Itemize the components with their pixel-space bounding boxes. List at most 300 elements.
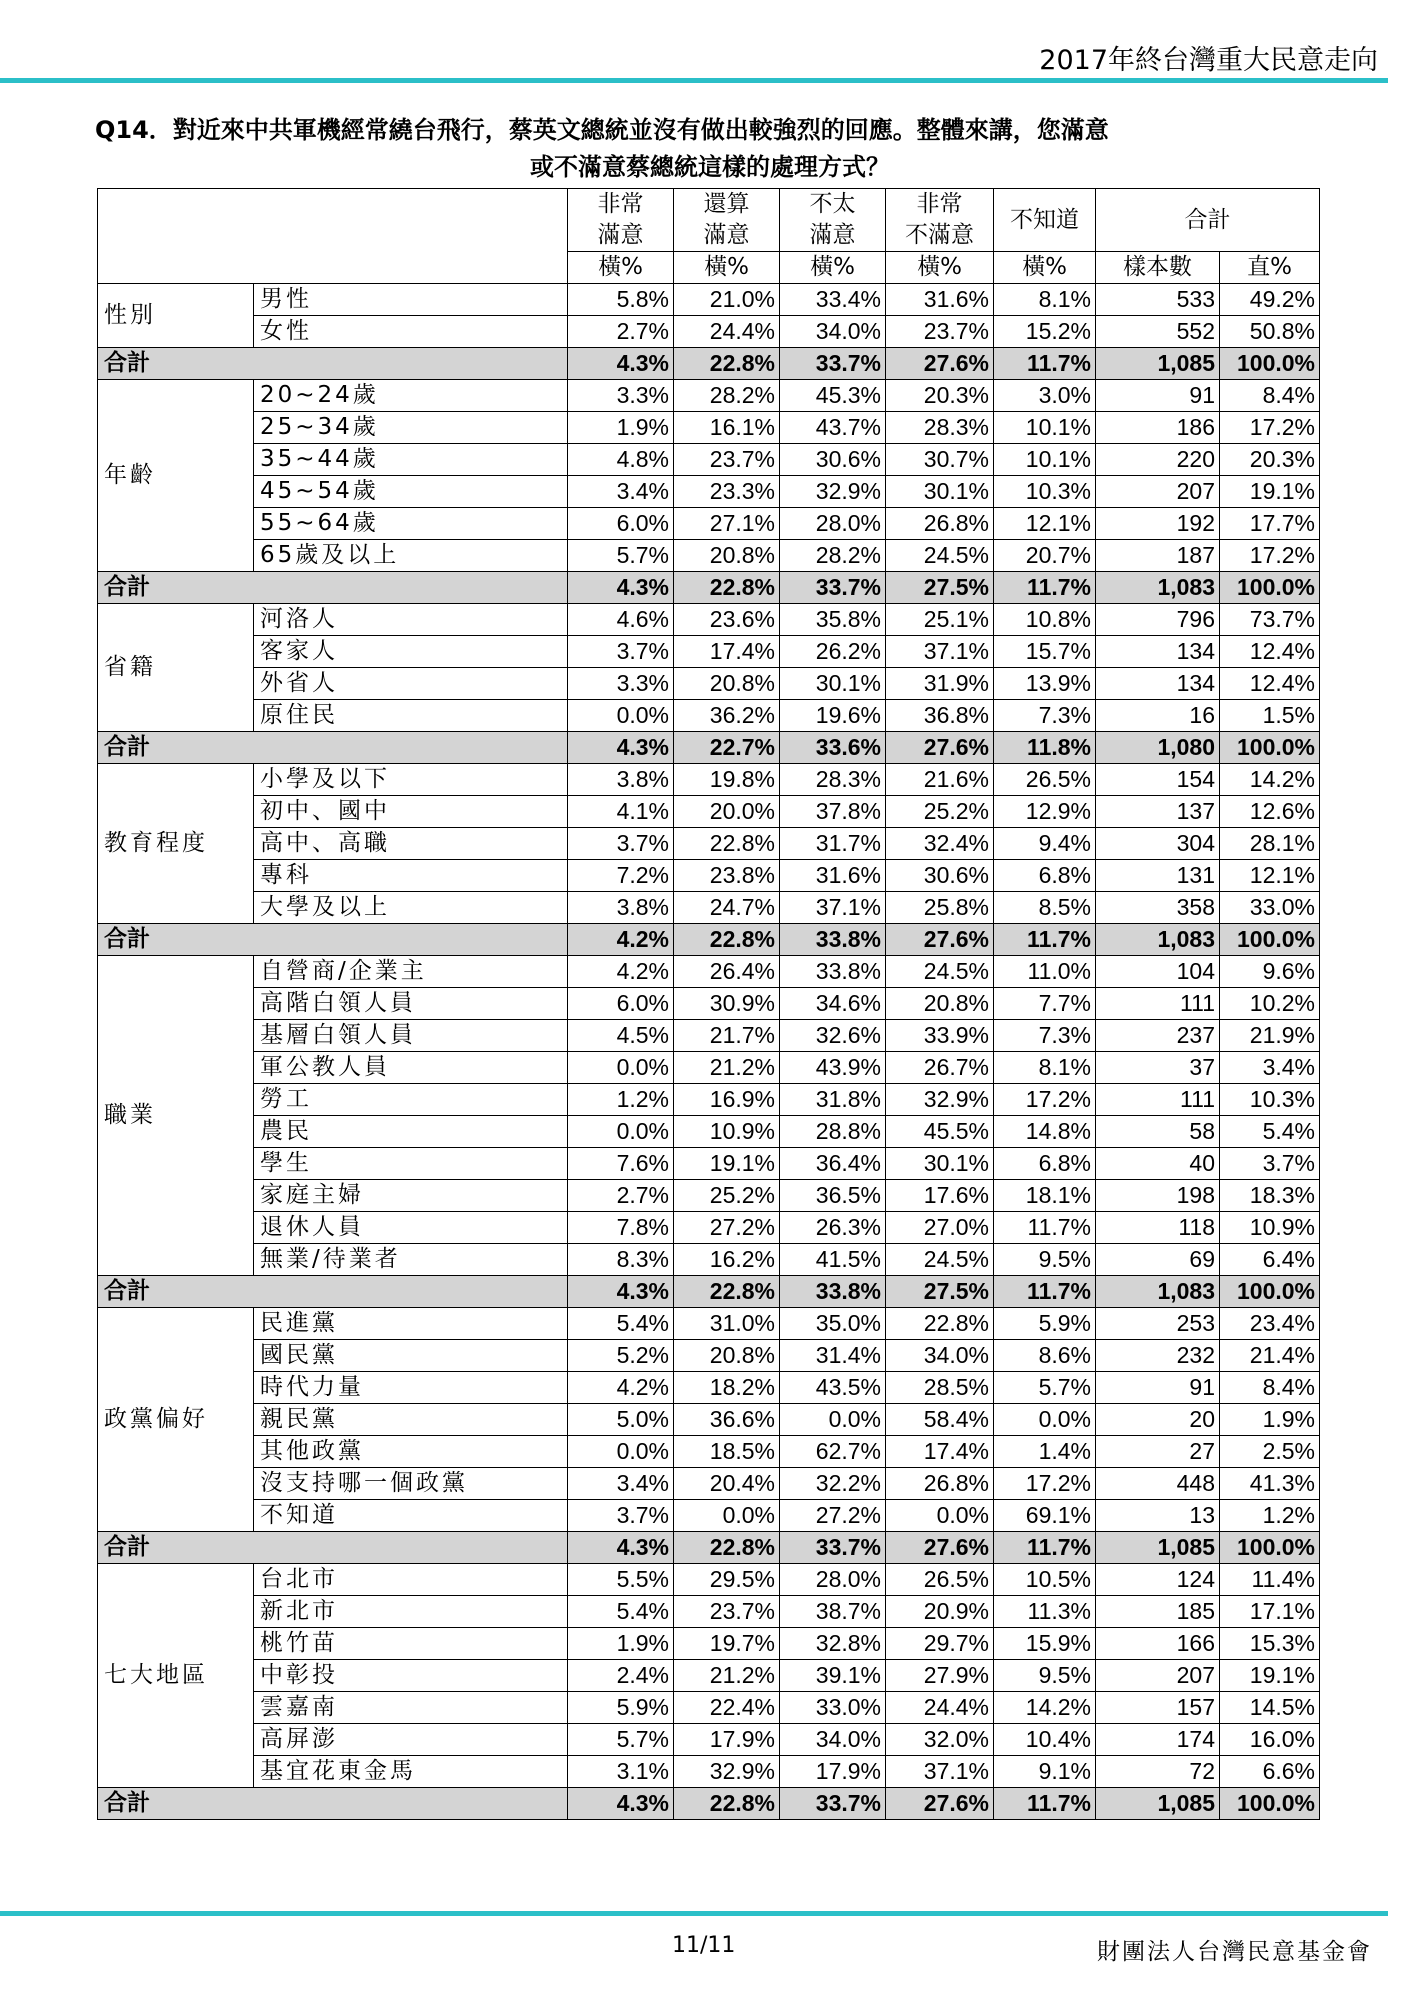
column-subheader: 橫% <box>994 252 1096 284</box>
row-label: 沒支持哪一個政黨 <box>254 1468 568 1500</box>
total-cell: 27.6% <box>886 924 994 956</box>
table-cell: 40 <box>1096 1148 1220 1180</box>
table-cell: 124 <box>1096 1564 1220 1596</box>
table-cell: 34.0% <box>780 1724 886 1756</box>
table-row <box>98 1308 1320 1340</box>
table-cell: 4.2% <box>568 1372 674 1404</box>
row-label: 軍公教人員 <box>254 1052 568 1084</box>
table-cell: 20.9% <box>886 1596 994 1628</box>
table-cell: 32.2% <box>780 1468 886 1500</box>
row-label: 大學及以上 <box>254 892 568 924</box>
table-row <box>98 668 1320 700</box>
row-label: 外省人 <box>254 668 568 700</box>
row-label: 其他政黨 <box>254 1436 568 1468</box>
table-cell: 29.5% <box>674 1564 780 1596</box>
column-header <box>1096 189 1320 252</box>
table-cell: 24.5% <box>886 956 994 988</box>
table-cell: 17.2% <box>1220 412 1320 444</box>
table-cell: 58.4% <box>886 1404 994 1436</box>
table-cell: 30.7% <box>886 444 994 476</box>
row-label: 55~64歲 <box>254 508 568 540</box>
total-cell: 22.7% <box>674 732 780 764</box>
table-cell: 0.0% <box>568 1116 674 1148</box>
table-cell: 533 <box>1096 284 1220 316</box>
row-label: 雲嘉南 <box>254 1692 568 1724</box>
table-cell: 14.2% <box>994 1692 1096 1724</box>
total-cell: 11.7% <box>994 1788 1096 1820</box>
total-cell: 22.8% <box>674 1788 780 1820</box>
column-header-text: 不知道 <box>1010 206 1079 233</box>
table-cell: 6.0% <box>568 508 674 540</box>
total-cell: 4.3% <box>568 348 674 380</box>
total-cell: 27.6% <box>886 1788 994 1820</box>
total-cell: 4.3% <box>568 1532 674 1564</box>
table-cell: 23.6% <box>674 604 780 636</box>
table-cell: 304 <box>1096 828 1220 860</box>
table-cell: 27 <box>1096 1436 1220 1468</box>
table-cell: 27.9% <box>886 1660 994 1692</box>
column-subheader: 橫% <box>886 252 994 284</box>
table-cell: 37.1% <box>886 636 994 668</box>
table-cell: 17.4% <box>886 1436 994 1468</box>
total-row <box>98 924 1320 956</box>
table-cell: 26.3% <box>780 1212 886 1244</box>
table-cell: 20.4% <box>674 1468 780 1500</box>
row-label: 國民黨 <box>254 1340 568 1372</box>
table-cell: 5.0% <box>568 1404 674 1436</box>
total-cell: 33.7% <box>780 348 886 380</box>
table-cell: 24.4% <box>886 1692 994 1724</box>
table-cell: 14.8% <box>994 1116 1096 1148</box>
table-cell: 23.7% <box>674 1596 780 1628</box>
row-label: 家庭主婦 <box>254 1180 568 1212</box>
table-cell: 29.7% <box>886 1628 994 1660</box>
total-cell: 1,085 <box>1096 348 1220 380</box>
table-cell: 8.1% <box>994 284 1096 316</box>
table-cell: 2.5% <box>1220 1436 1320 1468</box>
table-cell: 18.3% <box>1220 1180 1320 1212</box>
table-cell: 18.2% <box>674 1372 780 1404</box>
table-cell: 16.9% <box>674 1084 780 1116</box>
table-cell: 32.9% <box>780 476 886 508</box>
table-cell: 20.3% <box>1220 444 1320 476</box>
table-cell: 0.0% <box>994 1404 1096 1436</box>
table-cell: 14.5% <box>1220 1692 1320 1724</box>
total-cell: 11.7% <box>994 348 1096 380</box>
column-header-text: 不滿意 <box>905 222 974 248</box>
group-label: 省籍 <box>98 604 254 732</box>
total-row <box>98 1532 1320 1564</box>
column-header-text: 還算 <box>703 191 750 217</box>
table-cell: 17.6% <box>886 1180 994 1212</box>
table-cell: 19.8% <box>674 764 780 796</box>
table-cell: 25.2% <box>674 1180 780 1212</box>
total-cell: 100.0% <box>1220 348 1320 380</box>
table-cell: 187 <box>1096 540 1220 572</box>
total-label: 合計 <box>98 924 568 956</box>
table-cell: 28.0% <box>780 1564 886 1596</box>
table-cell: 36.4% <box>780 1148 886 1180</box>
table-cell: 17.9% <box>674 1724 780 1756</box>
table-cell: 37 <box>1096 1052 1220 1084</box>
table-row <box>98 796 1320 828</box>
table-cell: 21.0% <box>674 284 780 316</box>
table-cell: 0.0% <box>568 1436 674 1468</box>
table-cell: 6.6% <box>1220 1756 1320 1788</box>
table-cell: 31.6% <box>886 284 994 316</box>
column-header-text: 滿意 <box>703 222 750 248</box>
table-cell: 35.0% <box>780 1308 886 1340</box>
table-cell: 111 <box>1096 988 1220 1020</box>
table-row <box>98 1340 1320 1372</box>
table-cell: 8.5% <box>994 892 1096 924</box>
table-cell: 21.7% <box>674 1020 780 1052</box>
table-cell: 12.9% <box>994 796 1096 828</box>
table-cell: 50.8% <box>1220 316 1320 348</box>
table-cell: 3.0% <box>994 380 1096 412</box>
table-cell: 13 <box>1096 1500 1220 1532</box>
table-cell: 448 <box>1096 1468 1220 1500</box>
total-label: 合計 <box>98 732 568 764</box>
table-cell: 35.8% <box>780 604 886 636</box>
total-cell: 1,085 <box>1096 1788 1220 1820</box>
organization-name: 財團法人台灣民意基金會 <box>1097 1939 1372 1965</box>
table-cell: 9.5% <box>994 1244 1096 1276</box>
table-cell: 8.6% <box>994 1340 1096 1372</box>
table-cell: 104 <box>1096 956 1220 988</box>
table-cell: 16.0% <box>1220 1724 1320 1756</box>
column-subheader: 樣本數 <box>1096 252 1220 284</box>
table-cell: 34.0% <box>886 1340 994 1372</box>
total-cell: 1,085 <box>1096 1532 1220 1564</box>
table-cell: 19.1% <box>1220 476 1320 508</box>
row-label: 農民 <box>254 1116 568 1148</box>
row-label: 新北市 <box>254 1596 568 1628</box>
table-cell: 3.8% <box>568 892 674 924</box>
group-label: 職業 <box>98 956 254 1276</box>
table-cell: 1.5% <box>1220 700 1320 732</box>
table-cell: 10.9% <box>674 1116 780 1148</box>
table-cell: 72 <box>1096 1756 1220 1788</box>
table-row <box>98 1436 1320 1468</box>
table-row <box>98 1692 1320 1724</box>
table-cell: 232 <box>1096 1340 1220 1372</box>
column-subheader: 直% <box>1220 252 1320 284</box>
table-cell: 10.1% <box>994 412 1096 444</box>
group-label: 政黨偏好 <box>98 1308 254 1532</box>
table-cell: 28.5% <box>886 1372 994 1404</box>
table-cell: 26.8% <box>886 1468 994 1500</box>
table-cell: 26.5% <box>994 764 1096 796</box>
table-row <box>98 380 1320 412</box>
table-cell: 25.1% <box>886 604 994 636</box>
row-label: 45~54歲 <box>254 476 568 508</box>
total-label: 合計 <box>98 1532 568 1564</box>
group-label: 年齡 <box>98 380 254 572</box>
table-row <box>98 1372 1320 1404</box>
table-cell: 4.2% <box>568 956 674 988</box>
row-label: 小學及以下 <box>254 764 568 796</box>
total-cell: 27.6% <box>886 732 994 764</box>
table-cell: 20.8% <box>674 540 780 572</box>
table-cell: 33.9% <box>886 1020 994 1052</box>
table-cell: 26.2% <box>780 636 886 668</box>
table-cell: 19.6% <box>780 700 886 732</box>
table-cell: 6.8% <box>994 860 1096 892</box>
table-row <box>98 1148 1320 1180</box>
table-cell: 11.7% <box>994 1212 1096 1244</box>
table-cell: 30.6% <box>780 444 886 476</box>
table-cell: 186 <box>1096 412 1220 444</box>
table-cell: 154 <box>1096 764 1220 796</box>
table-cell: 58 <box>1096 1116 1220 1148</box>
table-row <box>98 284 1320 316</box>
table-cell: 5.9% <box>568 1692 674 1724</box>
table-cell: 166 <box>1096 1628 1220 1660</box>
row-label: 退休人員 <box>254 1212 568 1244</box>
total-cell: 4.3% <box>568 572 674 604</box>
total-cell: 27.6% <box>886 1532 994 1564</box>
table-row <box>98 700 1320 732</box>
total-cell: 33.7% <box>780 1788 886 1820</box>
table-cell: 28.3% <box>886 412 994 444</box>
total-label: 合計 <box>98 572 568 604</box>
table-cell: 5.7% <box>568 1724 674 1756</box>
table-cell: 1.4% <box>994 1436 1096 1468</box>
table-cell: 23.3% <box>674 476 780 508</box>
table-cell: 27.2% <box>780 1500 886 1532</box>
table-cell: 4.1% <box>568 796 674 828</box>
column-header-row <box>98 189 1320 252</box>
table-cell: 8.4% <box>1220 380 1320 412</box>
table-cell: 3.4% <box>568 476 674 508</box>
table-cell: 10.9% <box>1220 1212 1320 1244</box>
table-row <box>98 956 1320 988</box>
table-cell: 4.6% <box>568 604 674 636</box>
table-cell: 31.8% <box>780 1084 886 1116</box>
column-header-text: 滿意 <box>597 222 644 248</box>
table-cell: 21.2% <box>674 1660 780 1692</box>
table-cell: 31.4% <box>780 1340 886 1372</box>
row-label: 初中、國中 <box>254 796 568 828</box>
table-cell: 30.9% <box>674 988 780 1020</box>
table-cell: 2.4% <box>568 1660 674 1692</box>
total-cell: 4.3% <box>568 732 674 764</box>
table-cell: 5.9% <box>994 1308 1096 1340</box>
total-cell: 11.7% <box>994 924 1096 956</box>
table-cell: 27.1% <box>674 508 780 540</box>
table-cell: 17.9% <box>780 1756 886 1788</box>
total-cell: 27.5% <box>886 572 994 604</box>
table-cell: 157 <box>1096 1692 1220 1724</box>
table-cell: 33.8% <box>780 956 886 988</box>
total-cell: 22.8% <box>674 924 780 956</box>
table-cell: 8.4% <box>1220 1372 1320 1404</box>
table-cell: 18.1% <box>994 1180 1096 1212</box>
header-divider <box>0 78 1388 83</box>
table-cell: 91 <box>1096 1372 1220 1404</box>
table-cell: 45.3% <box>780 380 886 412</box>
table-cell: 20.7% <box>994 540 1096 572</box>
total-cell: 100.0% <box>1220 1532 1320 1564</box>
table-cell: 9.1% <box>994 1756 1096 1788</box>
table-cell: 10.3% <box>994 476 1096 508</box>
table-cell: 33.0% <box>1220 892 1320 924</box>
question-text <box>95 112 1325 186</box>
table-row <box>98 1244 1320 1276</box>
table-cell: 7.8% <box>568 1212 674 1244</box>
total-row <box>98 1276 1320 1308</box>
total-label: 合計 <box>98 1276 568 1308</box>
table-cell: 1.9% <box>568 1628 674 1660</box>
table-cell: 5.8% <box>568 284 674 316</box>
table-cell: 33.0% <box>780 1692 886 1724</box>
table-cell: 15.7% <box>994 636 1096 668</box>
table-cell: 28.0% <box>780 508 886 540</box>
table-cell: 22.4% <box>674 1692 780 1724</box>
table-cell: 10.8% <box>994 604 1096 636</box>
table-cell: 21.9% <box>1220 1020 1320 1052</box>
total-cell: 100.0% <box>1220 572 1320 604</box>
table-row <box>98 1500 1320 1532</box>
table-cell: 7.6% <box>568 1148 674 1180</box>
total-cell: 1,083 <box>1096 924 1220 956</box>
table-cell: 1.2% <box>568 1084 674 1116</box>
row-label: 基層白領人員 <box>254 1020 568 1052</box>
total-cell: 33.7% <box>780 1532 886 1564</box>
table-cell: 32.4% <box>886 828 994 860</box>
table-cell: 17.1% <box>1220 1596 1320 1628</box>
table-cell: 21.6% <box>886 764 994 796</box>
table-cell: 0.0% <box>780 1404 886 1436</box>
table-cell: 207 <box>1096 476 1220 508</box>
table-cell: 5.5% <box>568 1564 674 1596</box>
table-cell: 30.6% <box>886 860 994 892</box>
row-label: 專科 <box>254 860 568 892</box>
table-row <box>98 828 1320 860</box>
table-cell: 134 <box>1096 636 1220 668</box>
total-cell: 27.6% <box>886 348 994 380</box>
column-header-text: 滿意 <box>809 222 856 248</box>
table-row <box>98 412 1320 444</box>
table-cell: 3.4% <box>568 1468 674 1500</box>
table-cell: 5.7% <box>568 540 674 572</box>
table-cell: 118 <box>1096 1212 1220 1244</box>
row-label: 河洛人 <box>254 604 568 636</box>
table-row <box>98 444 1320 476</box>
table-cell: 4.5% <box>568 1020 674 1052</box>
table-cell: 198 <box>1096 1180 1220 1212</box>
table-cell: 28.1% <box>1220 828 1320 860</box>
header-blank-cell <box>98 189 568 284</box>
table-cell: 17.2% <box>994 1468 1096 1500</box>
table-cell: 36.2% <box>674 700 780 732</box>
table-cell: 31.9% <box>886 668 994 700</box>
table-cell: 25.8% <box>886 892 994 924</box>
question-line-1: Q14．對近來中共軍機經常繞台飛行，蔡英文總統並沒有做出較強烈的回應。整體來講，您滿意 <box>95 116 1109 144</box>
row-label: 無業/待業者 <box>254 1244 568 1276</box>
table-row <box>98 604 1320 636</box>
table-cell: 12.1% <box>994 508 1096 540</box>
table-cell: 11.4% <box>1220 1564 1320 1596</box>
total-row <box>98 348 1320 380</box>
table-cell: 20.8% <box>674 1340 780 1372</box>
table-cell: 32.0% <box>886 1724 994 1756</box>
row-label: 基宜花東金馬 <box>254 1756 568 1788</box>
column-header <box>994 189 1096 252</box>
table-cell: 20.8% <box>674 668 780 700</box>
total-cell: 100.0% <box>1220 924 1320 956</box>
question-line-2: 或不滿意蔡總統這樣的處理方式？ <box>530 153 890 181</box>
total-cell: 1,083 <box>1096 572 1220 604</box>
table-row <box>98 316 1320 348</box>
table-row <box>98 1180 1320 1212</box>
table-cell: 6.4% <box>1220 1244 1320 1276</box>
row-label: 民進黨 <box>254 1308 568 1340</box>
table-row <box>98 1564 1320 1596</box>
row-label: 不知道 <box>254 1500 568 1532</box>
table-cell: 5.7% <box>994 1372 1096 1404</box>
table-cell: 0.0% <box>568 700 674 732</box>
table-cell: 3.7% <box>568 828 674 860</box>
table-cell: 17.7% <box>1220 508 1320 540</box>
table-cell: 24.5% <box>886 540 994 572</box>
table-row <box>98 1116 1320 1148</box>
table-cell: 10.1% <box>994 444 1096 476</box>
table-cell: 27.2% <box>674 1212 780 1244</box>
table-cell: 31.7% <box>780 828 886 860</box>
table-cell: 11.0% <box>994 956 1096 988</box>
table-cell: 21.2% <box>674 1052 780 1084</box>
table-row <box>98 892 1320 924</box>
table-cell: 20.8% <box>886 988 994 1020</box>
table-cell: 220 <box>1096 444 1220 476</box>
table-cell: 7.3% <box>994 700 1096 732</box>
total-cell: 100.0% <box>1220 732 1320 764</box>
table-cell: 12.4% <box>1220 636 1320 668</box>
table-cell: 12.4% <box>1220 668 1320 700</box>
total-cell: 4.2% <box>568 924 674 956</box>
table-cell: 28.2% <box>674 380 780 412</box>
table-cell: 15.9% <box>994 1628 1096 1660</box>
table-row <box>98 1660 1320 1692</box>
table-cell: 16.2% <box>674 1244 780 1276</box>
total-label: 合計 <box>98 1788 568 1820</box>
table-row <box>98 988 1320 1020</box>
table-cell: 0.0% <box>568 1052 674 1084</box>
table-cell: 3.3% <box>568 380 674 412</box>
table-cell: 237 <box>1096 1020 1220 1052</box>
table-cell: 17.2% <box>994 1084 1096 1116</box>
row-label: 高階白領人員 <box>254 988 568 1020</box>
table-cell: 10.3% <box>1220 1084 1320 1116</box>
table-cell: 34.6% <box>780 988 886 1020</box>
total-cell: 33.7% <box>780 572 886 604</box>
table-cell: 22.8% <box>674 828 780 860</box>
table-cell: 0.0% <box>674 1500 780 1532</box>
table-cell: 5.4% <box>568 1596 674 1628</box>
table-cell: 3.4% <box>1220 1052 1320 1084</box>
table-cell: 73.7% <box>1220 604 1320 636</box>
row-label: 35~44歲 <box>254 444 568 476</box>
table-cell: 23.7% <box>886 316 994 348</box>
table-cell: 19.1% <box>674 1148 780 1180</box>
table-cell: 253 <box>1096 1308 1220 1340</box>
table-cell: 7.3% <box>994 1020 1096 1052</box>
total-row <box>98 732 1320 764</box>
row-label: 台北市 <box>254 1564 568 1596</box>
table-cell: 20 <box>1096 1404 1220 1436</box>
